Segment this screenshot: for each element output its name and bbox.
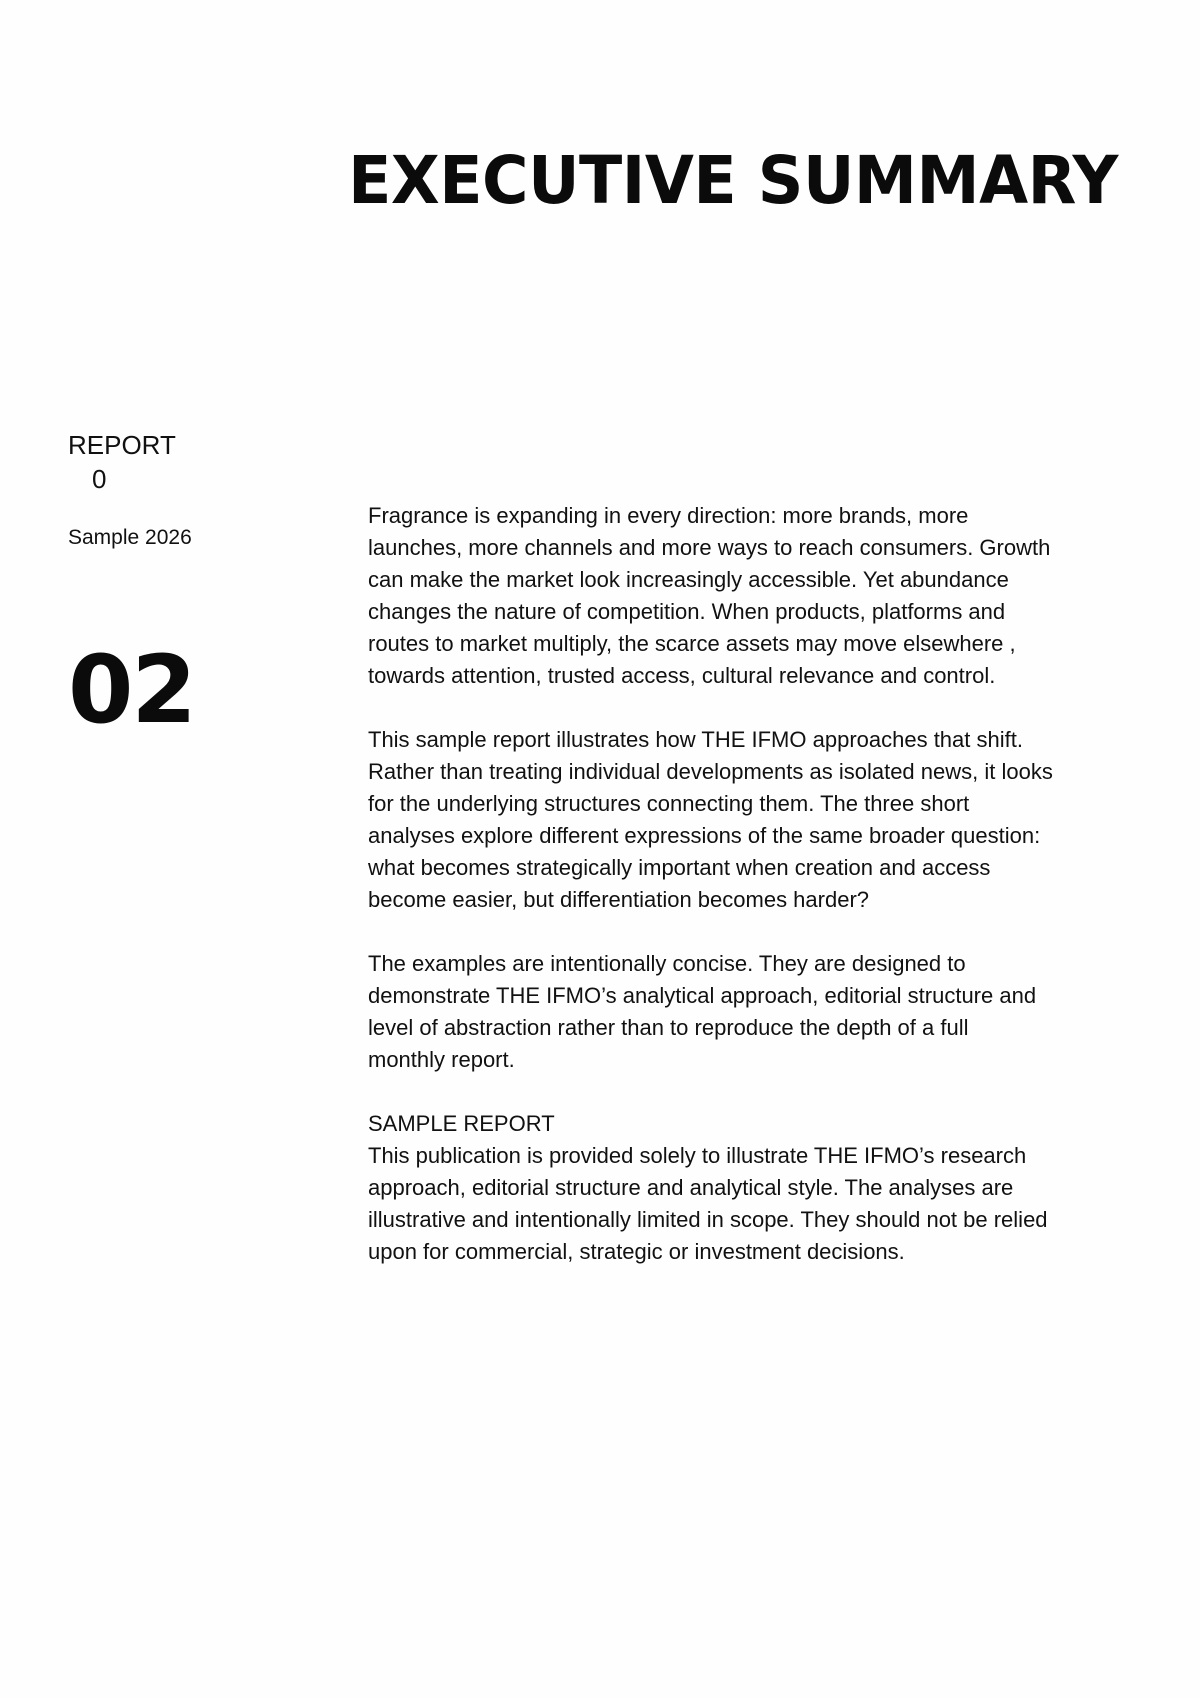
page-title: EXECUTIVE SUMMARY [348, 142, 1118, 219]
text-line: can make the market look increasingly accessible. Yet abundance [368, 567, 1009, 592]
text-line: towards attention, trusted access, cultural relevance and control. [368, 663, 996, 688]
text-line: changes the nature of competition. When products, platforms and [368, 599, 1006, 624]
text-line: approach, editorial structure and analytical style. The analyses are [368, 1175, 1014, 1200]
body-text [368, 500, 1128, 1300]
text-line: illustrative and intentionally limited in scope. They should not be relied [368, 1207, 1048, 1232]
text-line: This sample report illustrates how THE IFMO approaches that shift. [368, 727, 1023, 752]
text-line: what becomes strategically important when creation and access [368, 855, 991, 880]
text-line: The examples are intentionally concise. They are designed to [368, 951, 966, 976]
note-heading: SAMPLE REPORT [368, 1111, 555, 1136]
text-line: Fragrance is expanding in every direction: more brands, more [368, 503, 969, 528]
sample-report-note [368, 1108, 1128, 1268]
text-line: routes to market multiply, the scarce assets may move elsewhere , [368, 631, 1016, 656]
text-line: level of abstraction rather than to reproduce the depth of a full [368, 1015, 969, 1040]
text-line: upon for commercial, strategic or investment decisions. [368, 1239, 905, 1264]
text-line: analyses explore different expressions of the same broader question: [368, 823, 1041, 848]
text-line: become easier, but differentiation becomes harder? [368, 887, 870, 912]
sample-label: Sample 2026 [68, 526, 192, 549]
paragraph-examples [368, 948, 1128, 1076]
text-line: This publication is provided solely to illustrate THE IFMO’s research [368, 1143, 1027, 1168]
paragraph-approach [368, 724, 1128, 916]
text-line: for the underlying structures connecting them. The three short [368, 791, 970, 816]
report-label: REPORT [68, 430, 176, 460]
text-line: Rather than treating individual developments as isolated news, it looks [368, 759, 1053, 784]
report-number: 0 [92, 464, 107, 494]
text-line: monthly report. [368, 1047, 515, 1072]
sidebar [68, 428, 318, 745]
paragraph-intro [368, 500, 1128, 692]
text-line: demonstrate THE IFMO’s analytical approach, editorial structure and [368, 983, 1037, 1008]
page-number: 02 [68, 636, 195, 745]
text-line: launches, more channels and more ways to reach consumers. Growth [368, 535, 1051, 560]
